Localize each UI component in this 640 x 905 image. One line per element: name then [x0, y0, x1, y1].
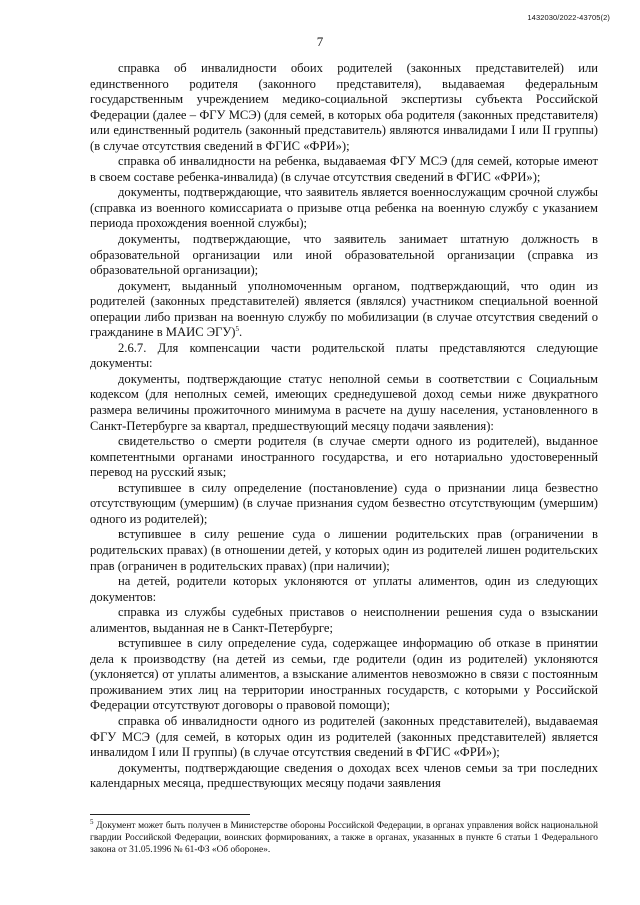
- paragraph: документы, подтверждающие сведения о доходах всех членов семьи за три последних календарных месяца, предшествующих месяцу подачи заявления: [90, 760, 598, 791]
- paragraph: справка об инвалидности на ребенка, выдаваемая ФГУ МСЭ (для семей, которые имеют в своем составе ребенка-инвалида) (в случае отсутствия сведений в ФГИС «ФРИ»);: [90, 154, 598, 184]
- paragraph-text: документ, выданный уполномоченным органом, подтверждающий, что один из родителей (законных представителей) является (являлся) участником специальной военной операции либо призван на военную службу по мобилизации (в случае отсутствия сведений о гражданине в МАИС ЭГУ): [90, 278, 598, 340]
- footnote: [90, 817, 598, 856]
- paragraph: вступившее в силу определение (постановление) суда о признании лица безвестно отсутствующим (умершим) (в случае признания судом безвестно отсутствующим (умершим) одного из родителей);: [90, 480, 598, 526]
- paragraph: вступившее в силу решение суда о лишении родительских прав (ограничении в родительских правах) (в отношении детей, у которых один из родителей лишен родительских прав (ограничен в родительских правах) (при наличии);: [90, 527, 598, 573]
- footnote-text: Документ может быть получен в Министерстве обороны Российской Федерации, в органах управления войск национальной гвардии Российской Федерации, воинских формированиях, а также в органах, указанных в пункте 6 статьи 1 Федерального закона от 31.05.1996 № 61-ФЗ «Об обороне».: [90, 821, 598, 855]
- paragraph: документы, подтверждающие, что заявитель занимает штатную должность в образовательной организации или иной образовательной организации (справка из образовательной организации);: [90, 232, 598, 278]
- paragraph: документы, подтверждающие, что заявитель является военнослужащим срочной службы (справка из военного комиссариата о призыве отца ребенка на военную службу с указанием периода прохождения военной службы);: [90, 185, 598, 231]
- paragraph: документы, подтверждающие статус неполной семьи в соответствии с Социальным кодексом (для неполных семей, имеющих среднедушевой доход семьи ниже двукратного размера величины прожиточного минимума в расчете на душу населения, установленного в Санкт-Петербурге за квартал, предшествующий месяцу подачи заявления):: [90, 371, 598, 433]
- document-id: 1432030/2022-43705(2): [527, 13, 610, 22]
- paragraph: справка об инвалидности одного из родителей (законных представителей), выдаваемая ФГУ МСЭ (для семей, в которых один из родителей (законных представителей) является инвалидом I или II группы) (в случае отсутствия сведений в ФГИС «ФРИ»);: [90, 713, 598, 760]
- footnote-divider: [90, 814, 250, 815]
- section-heading-2-6-7: 2.6.7. Для компенсации части родительской платы представляются следующие документы:: [90, 340, 598, 371]
- paragraph: справка из службы судебных приставов о неисполнении решения суда о взыскании алиментов, выданная не в Санкт-Петербурге;: [90, 605, 598, 635]
- paragraph-end: .: [238, 325, 243, 340]
- paragraph: справка об инвалидности обоих родителей (законных представителей) или единственного родителя (законного представителя), выдаваемая федеральным государственным учреждением медико-социальной экспертизы субъекта Российской Федерации (далее – ФГУ МСЭ) (для семей, в которых оба родителя (законных представителя) или единственный родитель (законный представитель) являются инвалидами I или II группы) (в случае отсутствия сведений в ФГИС «ФРИ»);: [90, 61, 598, 153]
- footnote-reference: 5: [235, 325, 239, 334]
- paragraph: свидетельство о смерти родителя (в случае смерти одного из родителей), выданное компетентными органами иностранного государства, и его нотариально удостоверенный перевод на русский язык;: [90, 434, 598, 480]
- paragraph: вступившее в силу определение суда, содержащее информацию об отказе в принятии дела к производству (на детей из семьи, где родители (один из родителей) уклоняются (уклоняется) от уплаты алиментов, а взыскание алиментов невозможно в связи с постоянным проживанием этих лиц на территории иностранных государств, с которыми у Российской Федерации отсутствуют договоры о правовой помощи);: [90, 636, 598, 713]
- paragraph: на детей, родители которых уклоняются от уплаты алиментов, один из следующих документов:: [90, 574, 598, 604]
- page-number: 7: [316, 34, 324, 49]
- footnote-mark: 5: [90, 817, 94, 826]
- document-body: [90, 61, 598, 792]
- paragraph-with-footnote: [90, 279, 598, 341]
